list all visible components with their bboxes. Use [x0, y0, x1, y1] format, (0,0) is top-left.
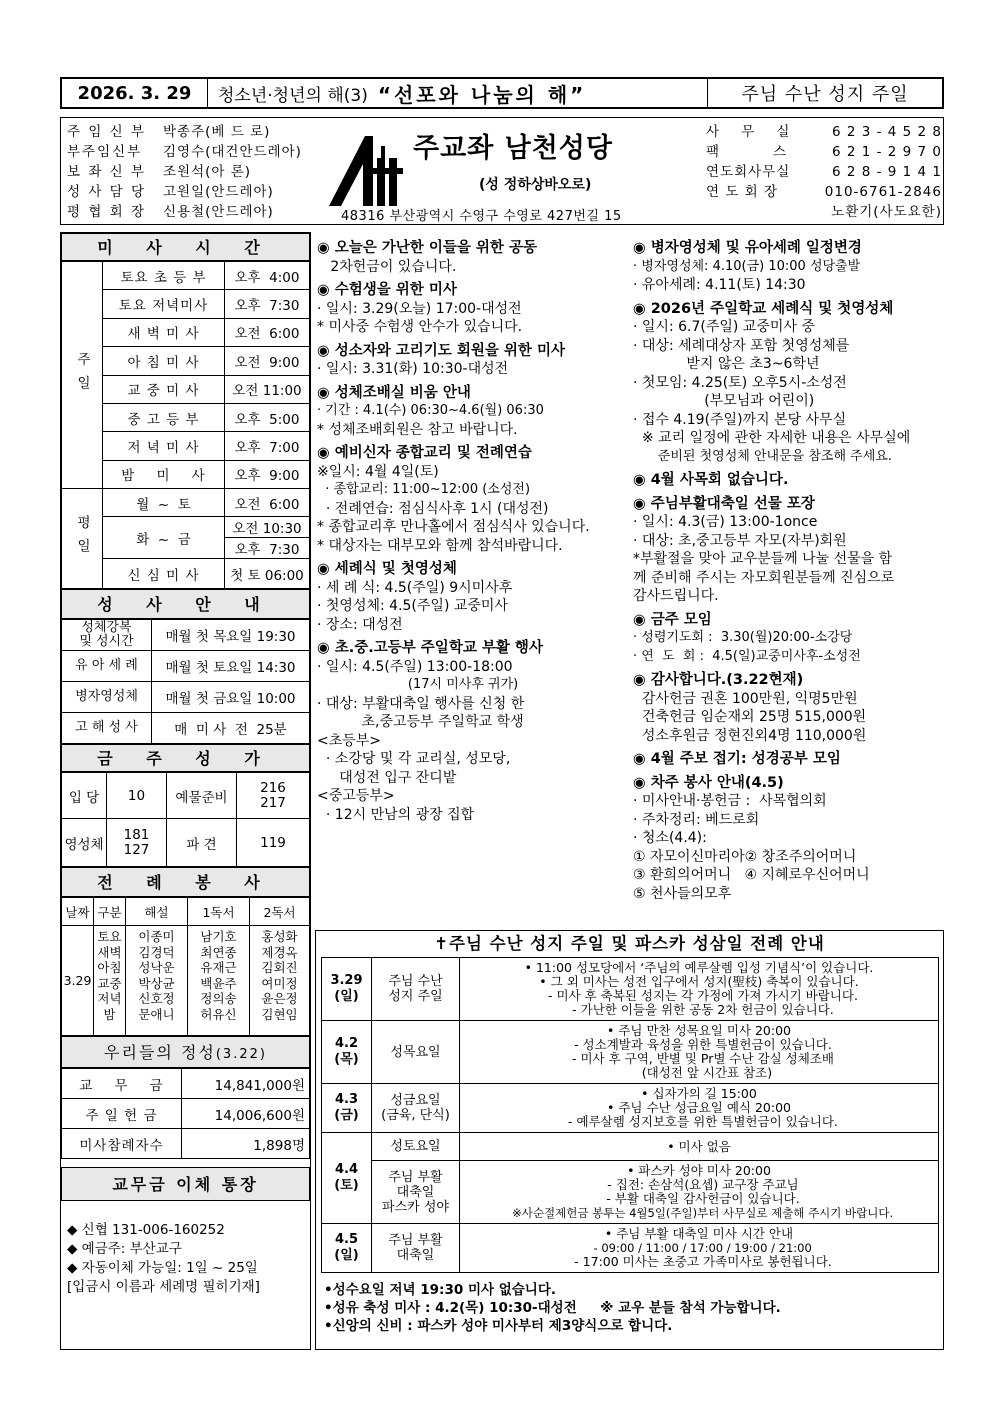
notice-block [317, 639, 627, 824]
choir-label-dismissal: 파 견 [167, 819, 237, 867]
liturgy-cell: 홍성화 [261, 929, 298, 945]
staff-list [67, 122, 302, 222]
choir-label-entrance: 입 당 [62, 773, 107, 819]
sacrament-time: 매월 첫 토요일 14:30 [152, 651, 310, 682]
notice-block [633, 300, 943, 467]
contact-label: 사 무 실 [706, 124, 791, 140]
notice-line: · 유아세례: 4.11(토) 14:30 [633, 277, 806, 293]
mass-name: 월 ~ 토 [103, 489, 225, 517]
holyweek-date: 4.3 (금) [322, 1084, 372, 1133]
contact-label: 연 도 회 장 [706, 184, 779, 200]
liturgy-head: 1독서 [188, 898, 250, 926]
notice-line: · 미사안내·봉헌금 : 사목협의회 [633, 793, 827, 809]
offerings-date: (3.22) [215, 1047, 267, 1063]
holyweek-title: ✝주님 수난 성지 주일 및 파스카 성삼일 전례 안내 [434, 934, 825, 953]
holyweek-line: • 그 외 미사는 성전 입구에서 성지(聖枝) 축복이 있습니다. [539, 974, 859, 989]
notice-line: ⑤ 천사들의모후 [633, 885, 732, 902]
liturgy-cell: 백윤주 [200, 975, 237, 991]
sacrament-title: 성 사 안 내 [61, 589, 310, 619]
liturgy-col [250, 926, 310, 1036]
sacrament-row [62, 682, 310, 713]
staff-role: 보 좌 신 부 [67, 164, 147, 180]
notice-line: · 병자영성체: 4.10(금) 10:00 성당출발 [633, 258, 861, 274]
staff-row [67, 142, 302, 162]
notice-line: · 기간 : 4.1(수) 06:30~4.6(월) 06:30 [317, 403, 544, 418]
choir-label-communion: 영성체 [62, 819, 107, 867]
mass-name: 교 중 미 사 [103, 375, 225, 403]
liturgy-cell: 신호정 [138, 991, 175, 1007]
holyweek-row [322, 1224, 939, 1273]
staff-row [67, 202, 302, 222]
notice-line: 감사헌금 권혼 100만원, 익명5만원 [633, 690, 858, 707]
notice-line: 건축헌금 임순재외 25명 515,000원 [633, 709, 867, 725]
notice-block [633, 239, 943, 295]
liturgy-cell: 문애니 [138, 1006, 175, 1022]
notice-line: · 대상: 부활대축일 행사를 신청 한 [317, 695, 525, 712]
notice-line: 성소후원금 정현진외4명 110,000원 [633, 727, 867, 744]
notice-block [317, 342, 627, 379]
holyweek-name: 성목요일 [372, 1021, 460, 1084]
notice-line: · 첫영성체: 4.5(주일) 교중미사 [317, 598, 508, 614]
transfer-note: [입금시 이름과 세례명 필히기재] [67, 1279, 260, 1296]
transfer-title: 교무금 이체 통장 [61, 1167, 310, 1201]
notice-line: · 청소(4.4): [633, 830, 707, 846]
notice-block [317, 281, 627, 337]
liturgy-cell: 최연종 [200, 944, 237, 960]
staff-role: 성 사 담 당 [67, 184, 147, 200]
holyweek-notes [316, 1273, 943, 1335]
mass-name: 토요 저녁미사 [103, 290, 225, 318]
notice-line: · 첫모임: 4.25(토) 오후5시-소성전 [633, 374, 847, 391]
holyweek-line: - 17:00 미사는 초중고 가족미사로 봉헌됩니다. [566, 1254, 832, 1269]
mass-name: 신 심 미 사 [103, 559, 225, 589]
notice-line: · 소강당 및 각 교리실, 성모당, [317, 751, 511, 767]
mass-time: 오후 4:00 [225, 262, 310, 290]
notice-block [317, 560, 627, 634]
notice-line: (부모님과 어린이) [633, 393, 815, 409]
notice-heading: ◉ 초.중.고등부 주일학교 부활 행사 [317, 640, 543, 656]
contact-label: 연도회사무실 [706, 164, 791, 180]
choir-table [61, 772, 310, 867]
liturgy-cell: 토요 [97, 929, 122, 945]
notice-block [633, 471, 943, 490]
holyweek-name: 성토요일 [372, 1133, 460, 1161]
choir-entrance-no: 10 [107, 773, 167, 819]
liturgy-cell: 김회진 [261, 960, 298, 976]
notice-heading: ◉ 4월 주보 접기: 성경공부 모임 [633, 751, 841, 767]
mass-time: 오후 7:30 [225, 290, 310, 318]
mass-weekday-label: 평일 [62, 489, 103, 589]
mass-time: 오전 6:00 [225, 489, 310, 517]
holyweek-line: • 십자가의 길 15:00 [641, 1086, 757, 1101]
notice-heading: ◉ 차주 봉사 안내(4.5) [633, 774, 784, 791]
liturgy-cell: 저녁 [97, 991, 122, 1007]
contact-row [706, 122, 942, 142]
contact-list [706, 122, 942, 222]
transfer-line: ◆ 예금주: 부산교구 [67, 1241, 182, 1258]
liturgy-cell: 아침 [97, 960, 122, 976]
notice-heading: ◉ 오늘은 가난한 이들을 위한 공동 [317, 240, 537, 256]
liturgy-cell: 제경옥 [261, 944, 298, 960]
mass-row [62, 489, 310, 517]
contact-row [706, 142, 942, 162]
mass-title: 미 사 시 간 [61, 233, 310, 261]
liturgy-cell: 김현임 [261, 1006, 298, 1022]
parish-logo [325, 128, 407, 208]
notice-heading: ◉ 수험생을 위한 미사 [317, 282, 457, 298]
holyweek-name: 주님 수난 성지 주일 [372, 958, 460, 1021]
notice-line: · 연 도 회 : 4.5(일)교중미사후-소성전 [633, 648, 861, 664]
holyweek-date: 4.5 (일) [322, 1224, 372, 1273]
liturgy-cell: 이종미 [138, 929, 175, 945]
holyweek-line: - 미사 후 구역, 반별 및 Pr별 수난 감실 성체조배 [564, 1051, 834, 1066]
liturgy-cell: 밤 [103, 1006, 116, 1022]
notice-line: · 대상: 초,중고등부 자모(자부)회원 [633, 532, 847, 549]
notice-line: · 일시: 3.31(화) 10:30-대성전 [317, 361, 509, 377]
notice-line: · 세 례 식: 4.5(주일) 9시미사후 [317, 579, 513, 596]
offering-value: 14,006,600원 [182, 1099, 310, 1129]
holyweek-name: 주님 부활 대축일 파스카 성야 [372, 1161, 460, 1224]
holyweek-note: •성유 축성 미사 : 4.2(목) 10:30-대성전 ※ 교우 분들 참석 가능합니다. [324, 1300, 781, 1316]
staff-name: 김영수(대건안드레아) [163, 144, 302, 160]
holyweek-line: • 주님 부활 대축일 미사 시간 안내 [604, 1226, 794, 1241]
liturgy-cell: 교중 [97, 975, 122, 991]
choir-title: 금 주 성 가 [61, 744, 310, 772]
liturgy-body-row [62, 926, 310, 1036]
mass-time: 오후 7:00 [225, 432, 310, 460]
contact-value: 010-6761-2846 [824, 184, 942, 200]
notice-line: · 전례연습: 점심식사후 1시 (대성전) [317, 500, 549, 517]
choir-label-offertory: 예물준비 [167, 773, 237, 819]
sunday-name: 주님 수난 성지 주일 [741, 84, 909, 105]
offering-row [62, 1069, 310, 1099]
holyweek-content [460, 958, 939, 1021]
liturgy-head: 2독서 [250, 898, 310, 926]
year-theme: 청소년·청년의 해(3) [218, 85, 368, 106]
notice-block [633, 671, 943, 745]
offerings-table [61, 1068, 310, 1159]
holyweek-row [322, 1161, 939, 1224]
holyweek-line: - 09:00 / 11:00 / 17:00 / 19:00 / 21:00 [586, 1241, 812, 1255]
mass-name: 아 침 미 사 [103, 347, 225, 375]
mass-time: 오후 5:00 [225, 403, 310, 431]
notice-heading: ◉ 주님부활대축일 선물 포장 [633, 495, 815, 512]
staff-name: 신용철(안드레아) [163, 204, 274, 220]
notice-heading: ◉ 2026년 주일학교 세례식 및 첫영성체 [633, 300, 894, 317]
liturgy-cell: 여미정 [261, 975, 298, 991]
mass-row [62, 262, 310, 290]
holyweek-content [460, 1161, 939, 1224]
parish-info [60, 117, 944, 225]
sacrament-time: 매월 첫 목요일 19:30 [152, 620, 310, 651]
mass-name: 중 고 등 부 [103, 403, 225, 431]
notice-line: 2차헌금이 있습니다. [317, 258, 457, 275]
holyweek-row [322, 1133, 939, 1161]
notice-line: · 일시: 3.29(오늘) 17:00-대성전 [317, 300, 522, 317]
staff-role: 부주임신부 [67, 144, 143, 160]
holyweek-note: •신앙의 신비 : 파스카 성야 미사부터 제3양식으로 합니다. [324, 1318, 673, 1334]
mass-name: 저 녁 미 사 [103, 432, 225, 460]
mass-time: 오후 7:30 [225, 538, 310, 559]
mass-time: 오전 6:00 [225, 318, 310, 346]
holyweek-name: 성금요일 (금육, 단식) [372, 1084, 460, 1133]
transfer-line: ◆ 자동이체 가능일: 1일 ~ 25일 [67, 1260, 258, 1277]
left-column [60, 232, 311, 1350]
liturgy-col [188, 926, 250, 1036]
staff-name: 고원일(안드레아) [163, 184, 274, 200]
holyweek-line: • 주님 만찬 성목요일 미사 20:00 [606, 1023, 791, 1038]
holyweek-line: (대성전 앞 시간표 참조) [625, 1065, 773, 1080]
staff-row [67, 182, 302, 202]
holyweek-table [321, 957, 939, 1273]
offerings-title: 우리들의 정성 [104, 1043, 216, 1063]
contact-row [706, 162, 942, 182]
notice-line: · 일시: 4.3(금) 13:00-1once [633, 514, 818, 530]
sacrament-name: 병자영성체 [62, 682, 152, 713]
notice-line: * 성체조배회원은 참고 바랍니다. [317, 421, 518, 438]
notice-line: ※일시: 4월 4일(토) [317, 463, 439, 480]
offering-row [62, 1099, 310, 1129]
mass-name: 화 ~ 금 [103, 517, 225, 559]
liturgy-date: 3.29 [62, 926, 94, 1036]
notice-line: 감사드립니다. [633, 588, 719, 604]
notice-line: * 종합교리후 만나홀에서 점심식사 있습니다. [317, 519, 590, 535]
holyweek-date: 4.4 (토) [322, 1133, 372, 1224]
holyweek-line: • 주님 수난 성금요일 예식 20:00 [606, 1100, 791, 1115]
liturgy-cell: 성낙운 [138, 960, 175, 976]
notice-line: 께 준비해 주시는 자모회원분들께 진심으로 [633, 569, 895, 586]
notice-line: <중고등부> [317, 788, 395, 804]
notice-heading: ◉ 감사합니다.(3.22현재) [633, 672, 804, 688]
holyweek-box [315, 930, 944, 1350]
liturgy-col [126, 926, 188, 1036]
notice-heading: ◉ 예비신자 종합교리 및 전례연습 [317, 445, 532, 461]
notice-block [633, 750, 943, 769]
holyweek-line: - 예루살렘 성지보호를 위한 특별헌금이 있습니다. [560, 1114, 838, 1129]
contact-row [706, 182, 942, 202]
staff-row [67, 122, 302, 142]
holyweek-line: - 미사 후 축복된 성지는 각 가정에 가져 가시기 바랍니다. [540, 988, 858, 1003]
contact-value: 6 2 1 - 2 9 7 0 [831, 144, 942, 160]
transfer-info [61, 1201, 310, 1297]
notice-line: * 대상자는 대부모와 함께 참석바랍니다. [317, 537, 563, 554]
holyweek-content [460, 1084, 939, 1133]
notice-line: 받지 않은 초3~6학년 [633, 356, 820, 372]
holyweek-line: - 부활 대축일 감사헌금이 있습니다. [598, 1191, 800, 1206]
notice-line: 초,중고등부 주일학교 학생 [317, 714, 524, 730]
liturgy-table [61, 897, 310, 1036]
motto: “선포와 나눔의 해” [377, 82, 587, 107]
notice-line: · 장소: 대성전 [317, 616, 403, 633]
notice-line: <초등부> [317, 732, 382, 749]
choir-communion-no: 181 127 [107, 819, 167, 867]
offering-value: 1,898명 [182, 1129, 310, 1159]
sacrament-row [62, 620, 310, 651]
holyweek-note: •성수요일 저녁 19:30 미사 없습니다. [324, 1282, 557, 1298]
contact-value: 6 2 8 - 9 1 4 1 [831, 164, 942, 180]
offering-row [62, 1129, 310, 1159]
mass-time: 오전 11:00 [225, 375, 310, 403]
holyweek-date: 3.29 (일) [322, 958, 372, 1021]
notice-line: (17시 미사후 귀가) [317, 677, 519, 692]
mass-time: 오전 9:00 [225, 347, 310, 375]
transfer-line: ◆ 신협 131-006-160252 [67, 1222, 225, 1239]
offering-label: 주 일 헌 금 [62, 1099, 182, 1129]
notice-block [633, 611, 943, 667]
liturgy-cell: 김경덕 [138, 944, 175, 960]
holyweek-row [322, 958, 939, 1021]
staff-row [67, 162, 302, 182]
issue-date: 2026. 3. 29 [62, 79, 208, 107]
notice-block [633, 495, 943, 606]
mass-time: 첫 토 06:00 [225, 559, 310, 589]
staff-role: 평 협 회 장 [67, 204, 147, 220]
notice-line: · 성령기도회 : 3.30(월)20:00-소강당 [633, 630, 853, 645]
notice-block [317, 384, 627, 440]
notice-line: ③ 환희의어머니 ④ 지혜로우신어머니 [633, 867, 870, 883]
liturgy-cell: 윤은정 [261, 991, 298, 1007]
notice-line: · 접수 4.19(주일)까지 본당 사무실 [633, 411, 847, 428]
sacrament-time: 매월 첫 금요일 10:00 [152, 682, 310, 713]
mass-name: 토요 초 등 부 [103, 262, 225, 290]
contact-value: 노환기(사도요한) [831, 204, 942, 220]
sacrament-row [62, 713, 310, 744]
holyweek-line: • 미사 없음 [667, 1138, 731, 1154]
contact-row [706, 202, 942, 222]
mass-sunday-label: 주일 [62, 262, 103, 489]
sacrament-table [61, 619, 310, 744]
mass-time: 오전 10:30 [225, 517, 310, 538]
notice-line: · 12시 만남의 광장 집합 [317, 806, 475, 823]
liturgy-cell: 새벽 [97, 944, 122, 960]
mass-table [61, 261, 310, 589]
notice-block [317, 239, 627, 276]
offerings-title-bar [61, 1036, 310, 1068]
notice-line: · 일시: 6.7(주일) 교중미사 중 [633, 319, 815, 335]
liturgy-title: 전 례 봉 사 [61, 867, 310, 897]
holyweek-line: • 파스카 성야 미사 20:00 [627, 1163, 771, 1178]
holyweek-line: - 성소계발과 육성을 위한 특별헌금이 있습니다. [566, 1037, 832, 1052]
liturgy-head: 구분 [94, 898, 126, 926]
notices-middle [317, 234, 627, 824]
parish-patron: (성 정하상바오로) [479, 177, 592, 193]
notice-heading: ◉ 세례식 및 첫영성체 [317, 561, 457, 577]
holyweek-line: - 가난한 이들을 위한 공동 2차 헌금이 있습니다. [564, 1002, 834, 1017]
holyweek-line: ※사순절제헌금 봉투는 4월5일(주일)부터 사무실로 제출해 주시기 바랍니다. [504, 1206, 894, 1220]
holyweek-content [460, 1133, 939, 1161]
holyweek-row [322, 1084, 939, 1133]
parish-address: 48316 부산광역시 수영구 수영로 427번길 15 [341, 209, 622, 224]
contact-value: 6 2 3 - 4 5 2 8 [831, 124, 942, 140]
notice-heading: ◉ 4월 사목회 없습니다. [633, 472, 789, 488]
liturgy-cell: 유재근 [200, 960, 237, 976]
holyweek-line: • 11:00 성모당에서 ‘주님의 예루살렘 입성 기념식’이 있습니다. [524, 960, 874, 975]
notice-line: · 주차정리: 베드로회 [633, 811, 760, 828]
offering-value: 14,841,000원 [182, 1069, 310, 1099]
holyweek-row [322, 1021, 939, 1084]
header-bar [60, 77, 944, 109]
parish-name: 주교좌 남천성당 [413, 133, 613, 164]
holyweek-line: - 집전: 손삼석(요셉) 교구장 주교님 [599, 1177, 799, 1192]
notices-right [633, 234, 943, 903]
sacrament-name: 고 해 성 사 [62, 713, 152, 744]
liturgy-cell: 남기호 [200, 929, 237, 945]
staff-name: 조원석(아 론) [163, 164, 252, 180]
staff-role: 주 임 신 부 [67, 124, 147, 140]
liturgy-cell: 박상균 [138, 975, 175, 991]
notice-line: ※ 교리 일정에 관한 자세한 내용은 사무실에 [633, 430, 911, 446]
notice-line: ① 자모이신마리아② 창조주의어머니 [633, 848, 857, 865]
notice-block [317, 444, 627, 555]
notice-heading: ◉ 병자영성체 및 유아세례 일정변경 [633, 240, 862, 256]
liturgy-cell: 정의송 [200, 991, 237, 1007]
holyweek-name: 주님 부활 대축일 [372, 1224, 460, 1273]
contact-label: 팩 스 [706, 144, 787, 160]
notice-line: · 종합교리: 11:00~12:00 (소성전) [317, 482, 531, 497]
mass-name: 새 벽 미 사 [103, 318, 225, 346]
notice-line: *부활절을 맞아 교우분들께 나눌 선물을 함 [633, 551, 893, 567]
holyweek-date: 4.2 (목) [322, 1021, 372, 1084]
offering-label: 미사참례자수 [62, 1129, 182, 1159]
notice-heading: ◉ 성체조배실 비움 안내 [317, 384, 471, 401]
notice-line: 준비된 첫영성체 안내문을 참조해 주세요. [633, 448, 892, 464]
choir-offertory-no: 216 217 [237, 773, 310, 819]
sacrament-name: 성체강복 및 성시간 [62, 620, 152, 651]
notice-line: · 일시: 4.5(주일) 13:00-18:00 [317, 658, 513, 675]
notice-heading: ◉ 금주 모임 [633, 611, 712, 628]
liturgy-col [94, 926, 126, 1036]
notice-line: 대성전 입구 잔디밭 [317, 769, 457, 786]
mass-time: 오후 9:00 [225, 460, 310, 488]
sacrament-row [62, 651, 310, 682]
sacrament-name: 유 아 세 례 [62, 651, 152, 682]
header-theme [208, 79, 708, 107]
choir-dismissal-no: 119 [237, 819, 310, 867]
liturgy-head-row [62, 898, 310, 926]
holyweek-content [460, 1224, 939, 1273]
mass-name: 밤 미 사 [103, 460, 225, 488]
liturgy-cell: 허유신 [200, 1006, 237, 1022]
offering-label: 교 무 금 [62, 1069, 182, 1099]
notice-line: * 미사중 수험생 안수가 있습니다. [317, 319, 523, 335]
notice-heading: ◉ 성소자와 고리기도 회원을 위한 미사 [317, 342, 565, 359]
liturgy-head: 해설 [126, 898, 188, 926]
liturgy-head: 날짜 [62, 898, 94, 926]
staff-name: 박종주(베 드 로) [163, 124, 271, 140]
sacrament-time: 매 미 사 전 25분 [152, 713, 310, 744]
notice-block [633, 774, 943, 904]
notice-line: · 대상: 세례대상자 포함 첫영성체를 [633, 337, 850, 354]
holyweek-content [460, 1021, 939, 1084]
